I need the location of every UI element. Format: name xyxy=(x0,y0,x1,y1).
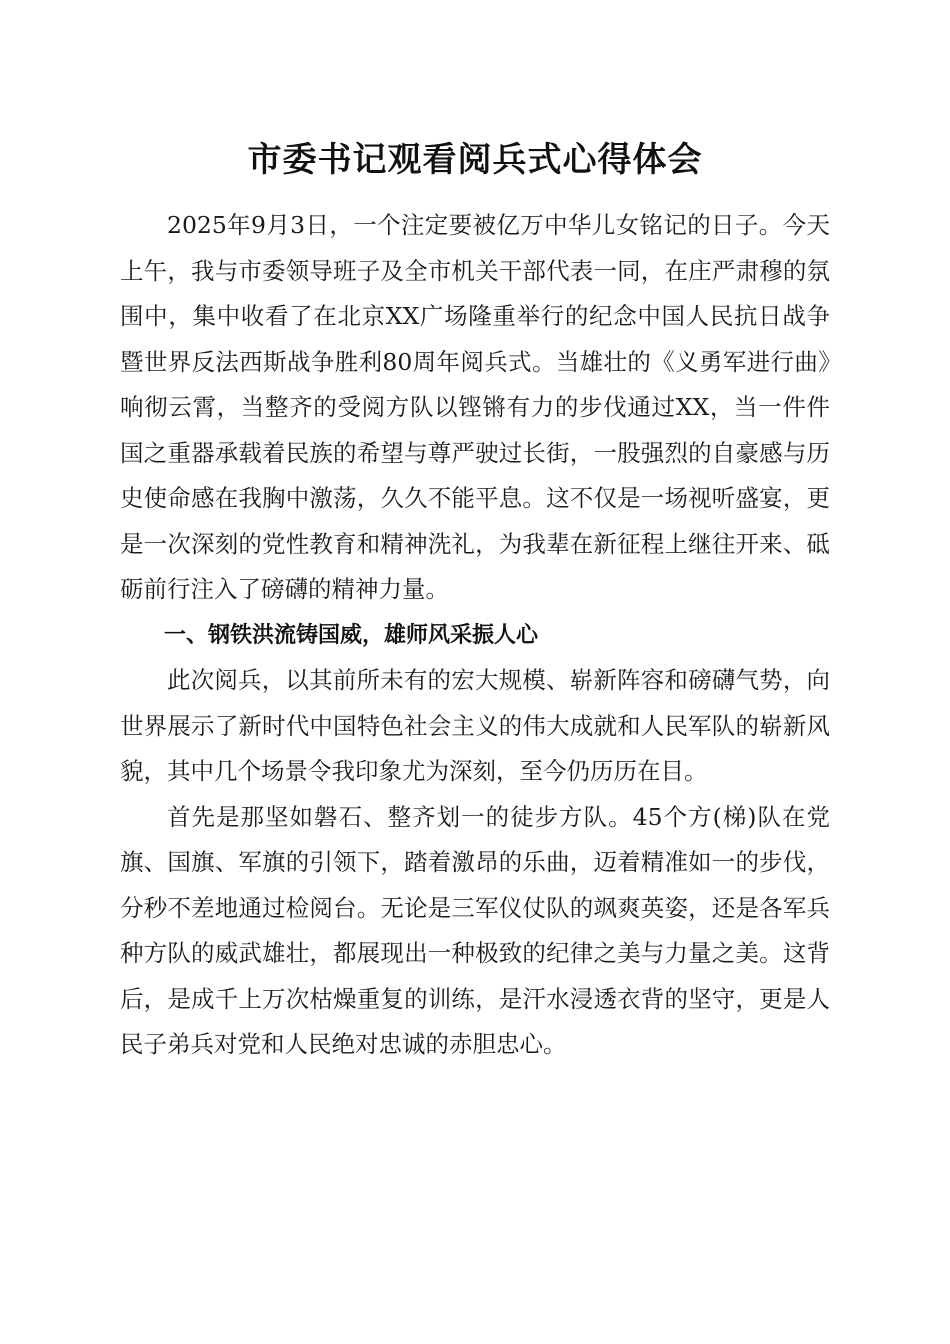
document-body xyxy=(120,203,830,1068)
section-paragraph: 此次阅兵，以其前所未有的宏大规模、崭新阵容和磅礴气势，向世界展示了新时代中国特色社会主义的伟大成就和人民军队的崭新风貌，其中几个场景令我印象尤为深刻，至今仍历历在目。 xyxy=(120,666,830,785)
section-heading: 一、钢铁洪流铸国威，雄师风采振人心 xyxy=(164,622,539,648)
section-paragraph: 首先是那坚如磐石、整齐划一的徒步方队。45个方(梯)队在党旗、国旗、军旗的引领下，踏着激昂的乐曲，迈着精准如一的步伐，分秒不差地通过检阅台。无论是三军仪仗队的飒爽英姿，还是各军兵种方队的威武雄壮，都展现出一种极致的纪律之美与力量之美。这背后，是成千上万次枯燥重复的训练，是汗水浸透衣背的坚守，更是人民子弟兵对党和人民绝对忠诚的赤胆忠心。 xyxy=(120,802,830,1058)
document-title: 市委书记观看阅兵式心得体会 xyxy=(247,140,703,180)
intro-paragraph: 2025年9月3日，一个注定要被亿万中华儿女铭记的日子。今天上午，我与市委领导班子及全市机关干部代表一同，在庄严肃穆的氛围中，集中收看了在北京XX广场隆重举行的纪念中国人民抗日战争暨世界反法西斯战争胜利80周年阅兵式。当雄壮的《义勇军进行曲》响彻云霄，当整齐的受阅方队以铿锵有力的步伐通过XX，当一件件国之重器承载着民族的希望与尊严驶过长街，一股强烈的自豪感与历史使命感在我胸中激荡，久久不能平息。这不仅是一场视听盛宴，更是一次深刻的党性教育和精神洗礼，为我辈在新征程上继往开来、砥砺前行注入了磅礴的精神力量。 xyxy=(120,211,830,603)
